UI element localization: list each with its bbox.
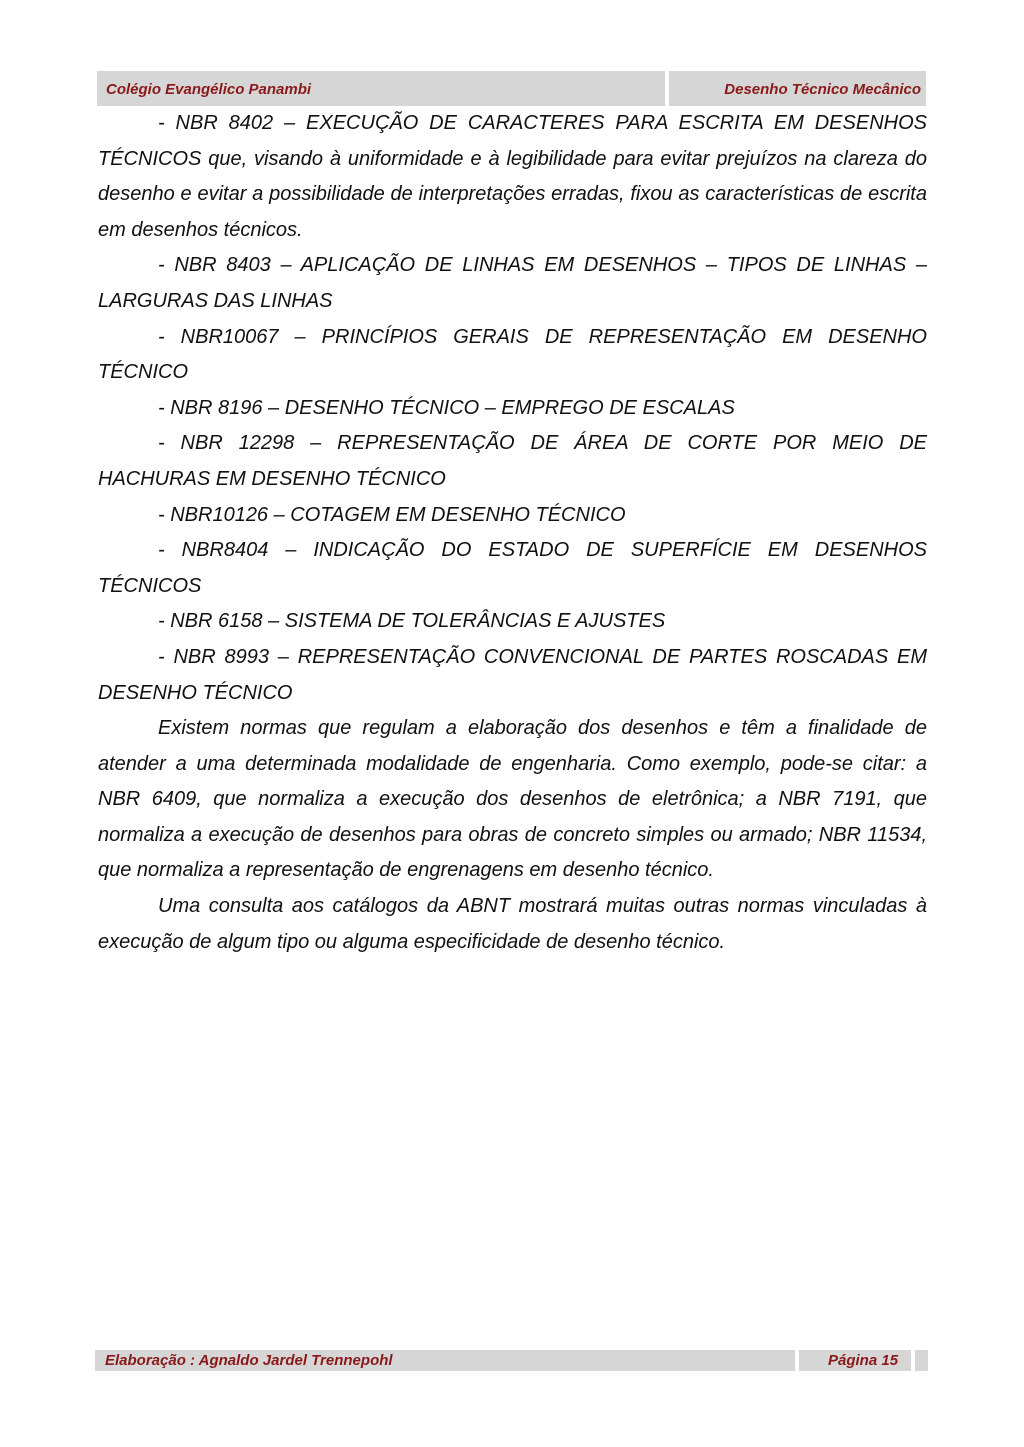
paragraph-abnt-catalog: Uma consulta aos catálogos da ABNT mostrará muitas outras normas vinculadas à execução de algum tipo ou alguma especificidade de desenho técnico.: [98, 895, 927, 953]
paragraph-nbr-8196: - NBR 8196 – DESENHO TÉCNICO – EMPREGO DE ESCALAS: [158, 396, 735, 419]
header-divider: [665, 71, 669, 106]
paragraph-nbr-12298: - NBR 12298 – REPRESENTAÇÃO DE ÁREA DE CORTE POR MEIO DE HACHURAS EM DESENHO TÉCNICO: [98, 432, 927, 490]
paragraph-nbr-8404: - NBR8404 – INDICAÇÃO DO ESTADO DE SUPERFÍCIE EM DESENHOS TÉCNICOS: [98, 539, 927, 597]
page-footer: [95, 1350, 928, 1371]
document-body: [98, 106, 927, 960]
paragraph-nbr-10067: - NBR10067 – PRINCÍPIOS GERAIS DE REPRESENTAÇÃO EM DESENHO TÉCNICO: [98, 325, 927, 384]
header-school-name: Colégio Evangélico Panambi: [106, 81, 312, 98]
footer-divider-end: [911, 1350, 915, 1371]
paragraph-nbr-8402: - NBR 8402 – EXECUÇÃO DE CARACTERES PARA ESCRITA EM DESENHOS TÉCNICOS que, visando à uniformidade e à legibilidade para evitar prejuízos na clareza do desenho e evitar a possibilidade de interpretações erradas, fixou as características de escrita em desenhos técnicos.: [98, 112, 927, 241]
paragraph-nbr-10126: - NBR10126 – COTAGEM EM DESENHO TÉCNICO: [158, 503, 626, 526]
page-header: [97, 71, 926, 106]
paragraph-other-norms: Existem normas que regulam a elaboração dos desenhos e têm a finalidade de atender a uma determinada modalidade de engenharia. Como exemplo, pode-se citar: a NBR 6409, que normaliza a execução dos desenhos de eletrônica; a NBR 7191, que normaliza a execução de desenhos para obras de concreto simples ou armado; NBR 11534, que normaliza a representação de engrenagens em desenho técnico.: [98, 717, 927, 882]
footer-page-number: Página 15: [828, 1352, 899, 1369]
footer-divider: [795, 1350, 799, 1371]
paragraph-nbr-8403: - NBR 8403 – APLICAÇÃO DE LINHAS EM DESENHOS – TIPOS DE LINHAS – LARGURAS DAS LINHAS: [98, 254, 927, 312]
footer-author: Elaboração : Agnaldo Jardel Trennepohl: [105, 1352, 393, 1369]
paragraph-nbr-6158: - NBR 6158 – SISTEMA DE TOLERÂNCIAS E AJUSTES: [158, 610, 666, 633]
header-course-title: Desenho Técnico Mecânico: [724, 81, 921, 98]
paragraph-nbr-8993: - NBR 8993 – REPRESENTAÇÃO CONVENCIONAL DE PARTES ROSCADAS EM DESENHO TÉCNICO: [98, 645, 927, 704]
